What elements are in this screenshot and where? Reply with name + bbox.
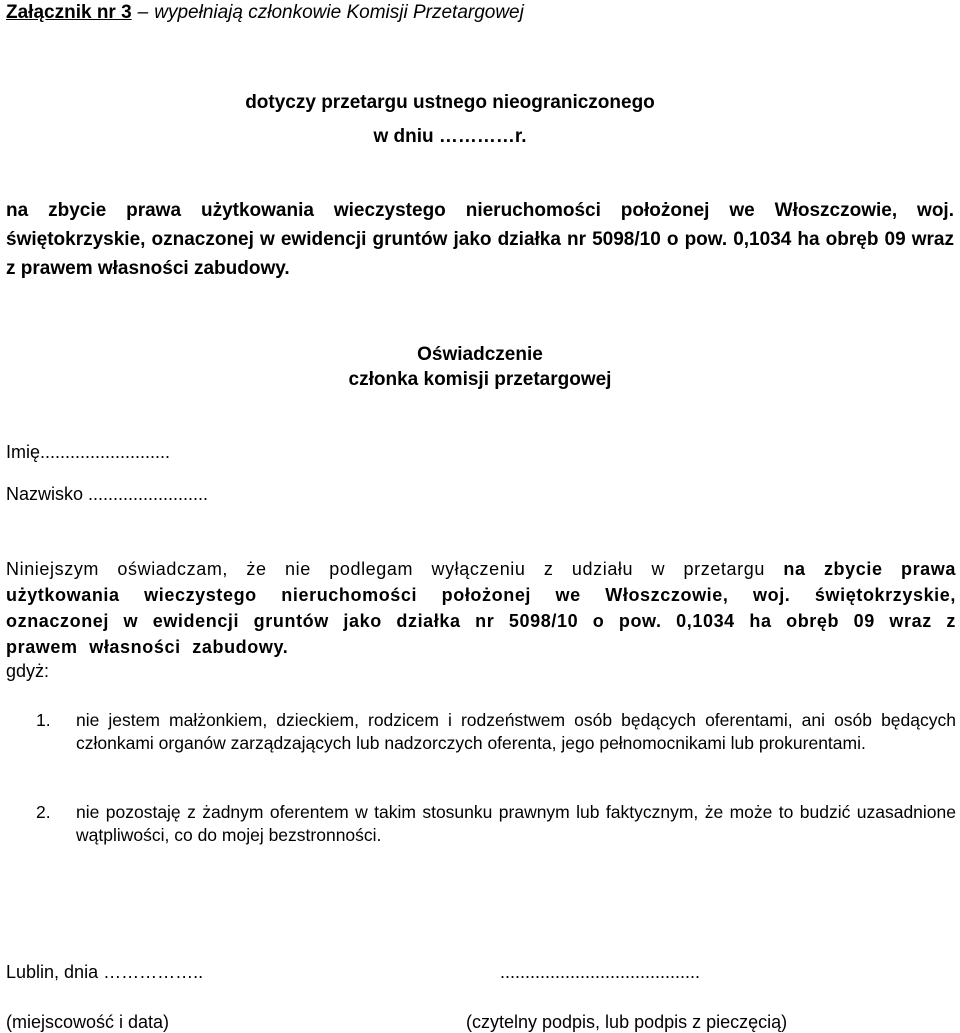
tender-date-line: w dniu …………r.: [373, 126, 527, 147]
list-item: [36, 801, 956, 847]
list-item-number: 1.: [36, 710, 51, 730]
because-label: gdyż:: [6, 661, 50, 681]
statement-subject: na zbycie prawa użytkowania wieczystego nieruchomości położonej we Włoszczowie, woj. świętokrzyskie, oznaczonej w ewidencji gruntów jako działka nr 5098/10 o pow. 0,1034 ha obręb 09 wraz z prawem własności zabudowy.: [6, 559, 956, 657]
signature-line: ........................................: [500, 962, 701, 982]
attachment-header: [6, 2, 524, 24]
declaration-subtitle: członka komisji przetargowej: [348, 369, 612, 390]
tender-subject: na zbycie prawa użytkowania wieczystego nieruchomości położonej we Włoszczowie, woj. świętokrzyskie, oznaczonej w ewidencji gruntów jako działka nr 5098/10 o pow. 0,1034 ha obręb 09 wraz z prawem własności zabudowy.: [6, 200, 954, 279]
place-date-caption: (miejscowość i data): [6, 1012, 170, 1032]
list-item: [36, 709, 956, 755]
list-item-text: nie pozostaję z żadnym oferentem w takim stosunku prawnym lub faktycznym, że może to budzić uzasadnione wątpliwości, co do mojej bezstronności.: [76, 802, 956, 845]
statement-intro: Niniejszym oświadczam, że nie podlegam wyłączeniu z udziału w przetargu: [6, 559, 784, 579]
attachment-number: Załącznik nr 3: [6, 2, 132, 23]
surname-field: Nazwisko ........................: [6, 484, 209, 504]
declaration-statement: [6, 556, 956, 660]
signature-caption: (czytelny podpis, lub podpis z pieczęcią): [466, 1012, 788, 1032]
tender-title: dotyczy przetargu ustnego nieograniczonego: [245, 92, 655, 113]
list-item-text: nie jestem małżonkiem, dzieckiem, rodzicem i rodzeństwem osób będących oferentami, ani osób będących członkami organów zarządzających lub nadzorczych oferenta, jego pełnomocnikami lub prokurentami.: [76, 710, 956, 753]
place-date-field: Lublin, dnia ……………..: [6, 962, 204, 982]
name-field: Imię..........................: [6, 442, 171, 462]
list-item-number: 2.: [36, 802, 51, 822]
declaration-title: Oświadczenie: [417, 344, 543, 365]
header-dash: –: [137, 2, 149, 23]
attachment-note: wypełniają członkowie Komisji Przetargowej: [154, 2, 524, 23]
